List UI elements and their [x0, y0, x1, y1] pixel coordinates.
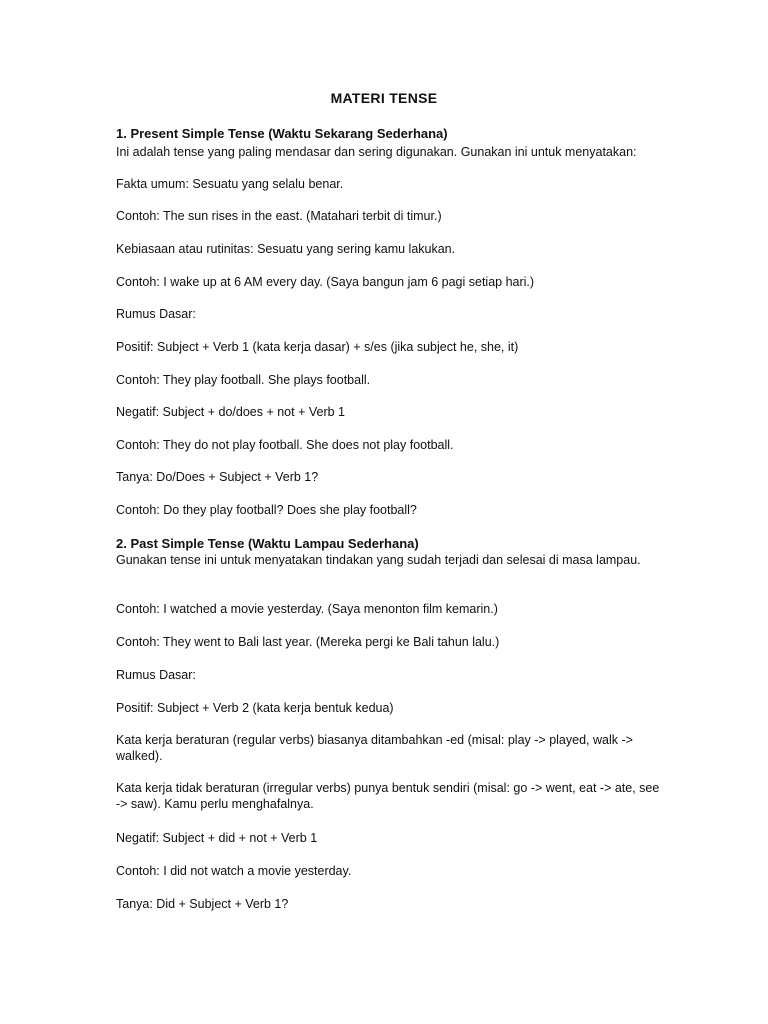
section-1-intro: Ini adalah tense yang paling mendasar dan sering digunakan. Gunakan ini untuk menyatakan: [116, 145, 637, 159]
section-2-line: Negatif: Subject + did + not + Verb 1 [116, 831, 318, 845]
section-2-line: Contoh: I did not watch a movie yesterday. [116, 864, 352, 878]
section-1-line: Fakta umum: Sesuatu yang selalu benar. [116, 177, 344, 191]
section-1-heading: 1. Present Simple Tense (Waktu Sekarang Sederhana) [116, 126, 448, 141]
section-2-line: Kata kerja beraturan (regular verbs) biasanya ditambahkan -ed (misal: play -> played, walk -> walked). [116, 733, 633, 763]
section-1-line: Kebiasaan atau rutinitas: Sesuatu yang sering kamu lakukan. [116, 242, 456, 256]
section-2-line: Positif: Subject + Verb 2 (kata kerja bentuk kedua) [116, 701, 394, 715]
section-1-line: Negatif: Subject + do/does + not + Verb 1 [116, 405, 345, 419]
section-2-line: Contoh: I watched a movie yesterday. (Saya menonton film kemarin.) [116, 602, 498, 616]
section-2-line: Contoh: They went to Bali last year. (Mereka pergi ke Bali tahun lalu.) [116, 635, 500, 649]
section-1-line: Contoh: Do they play football? Does she play football? [116, 503, 417, 517]
section-1-line: Tanya: Do/Does + Subject + Verb 1? [116, 470, 319, 484]
section-1-line: Positif: Subject + Verb 1 (kata kerja dasar) + s/es (jika subject he, she, it) [116, 340, 519, 354]
section-1-line: Contoh: They do not play football. She does not play football. [116, 438, 454, 452]
document-title: MATERI TENSE [330, 90, 438, 106]
section-1-line: Rumus Dasar: [116, 307, 196, 321]
section-2-line: Tanya: Did + Subject + Verb 1? [116, 897, 289, 911]
section-1-line: Contoh: I wake up at 6 AM every day. (Saya bangun jam 6 pagi setiap hari.) [116, 275, 535, 289]
section-2-line: Kata kerja tidak beraturan (irregular verbs) punya bentuk sendiri (misal: go -> went, eat -> ate, see -> saw). Kamu perlu menghafalnya. [116, 781, 660, 811]
section-2-line: Rumus Dasar: [116, 668, 196, 682]
section-2-intro: Gunakan tense ini untuk menyatakan tindakan yang sudah terjadi dan selesai di masa lampau. [116, 553, 641, 567]
section-1-line: Contoh: They play football. She plays football. [116, 373, 371, 387]
section-2-heading: 2. Past Simple Tense (Waktu Lampau Sederhana) [116, 536, 419, 551]
section-1-line: Contoh: The sun rises in the east. (Matahari terbit di timur.) [116, 209, 442, 223]
